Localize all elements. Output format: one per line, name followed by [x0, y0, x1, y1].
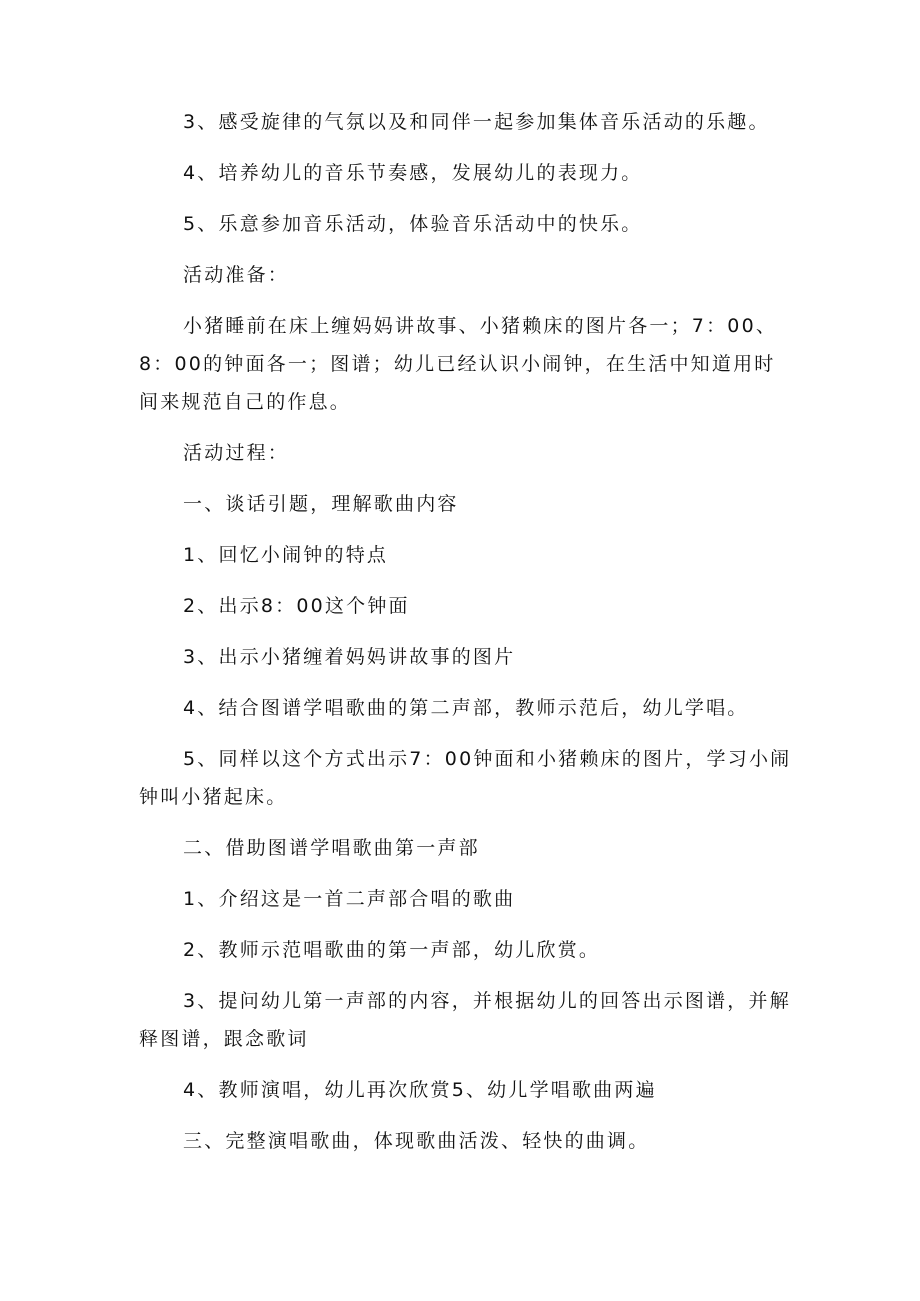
paragraph-goal-3: 3、感受旋律的气氛以及和同伴一起参加集体音乐活动的乐趣。 [183, 111, 770, 133]
section-heading-process: 活动过程： [183, 442, 290, 464]
step-1-item-4: 4、结合图谱学唱歌曲的第二声部，教师示范后，幼儿学唱。 [183, 697, 749, 719]
step-heading-1: 一、谈话引题，理解歌曲内容 [183, 493, 459, 515]
step-2-item-3: 3、提问幼儿第一声部的内容，并根据幼儿的回答出示图谱，并解释图谱，跟念歌词 [139, 990, 791, 1050]
step-1-item-1: 1、回忆小闹钟的特点 [183, 544, 389, 566]
step-heading-3: 三、完整演唱歌曲，体现歌曲活泼、轻快的曲调。 [183, 1130, 650, 1152]
step-1-item-5: 5、同样以这个方式出示7：00钟面和小猪赖床的图片，学习小闹钟叫小猪起床。 [139, 748, 792, 808]
document-body [139, 103, 795, 1173]
step-2-item-2: 2、教师示范唱歌曲的第一声部，幼儿欣赏。 [183, 939, 601, 961]
paragraph-preparation: 小猪睡前在床上缠妈妈讲故事、小猪赖床的图片各一；7：00、8：00的钟面各一；图谱；幼儿已经认识小闹钟，在生活中知道用时间来规范自己的作息。 [139, 315, 778, 413]
section-heading-preparation: 活动准备： [183, 264, 290, 286]
step-heading-2: 二、借助图谱学唱歌曲第一声部 [183, 837, 480, 859]
paragraph-goal-4: 4、培养幼儿的音乐节奏感，发展幼儿的表现力。 [183, 162, 643, 184]
step-2-item-4: 4、教师演唱，幼儿再次欣赏5、幼儿学唱歌曲两遍 [183, 1079, 657, 1101]
step-1-item-2: 2、出示8：00这个钟面 [183, 595, 410, 617]
step-1-item-3: 3、出示小猪缠着妈妈讲故事的图片 [183, 646, 516, 668]
step-2-item-1: 1、介绍这是一首二声部合唱的歌曲 [183, 888, 516, 910]
paragraph-goal-5: 5、乐意参加音乐活动，体验音乐活动中的快乐。 [183, 213, 643, 235]
